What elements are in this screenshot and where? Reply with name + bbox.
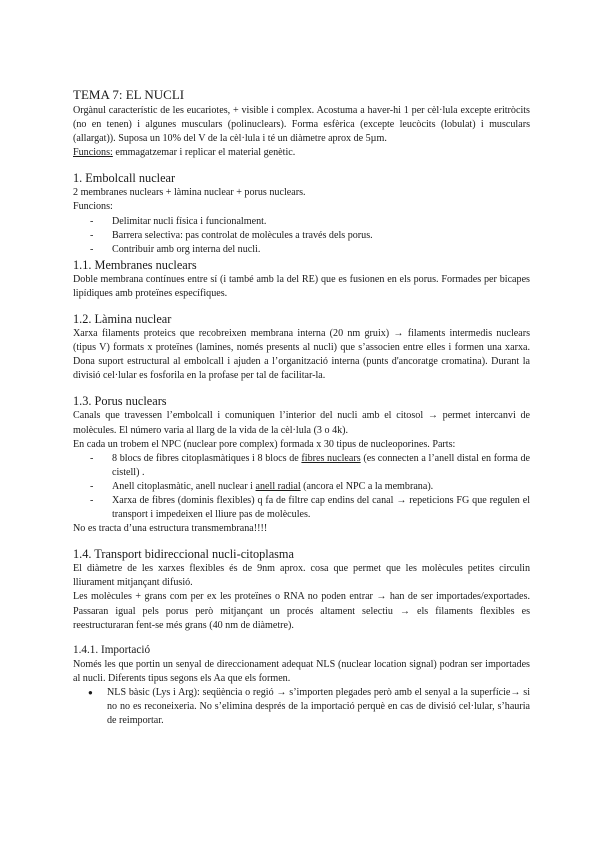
section-1-4-1-heading: 1.4.1. Importació: [73, 643, 151, 656]
section-1-heading: 1. Embolcall nuclear: [73, 171, 176, 186]
list-item: ● NLS bàsic (Lys i Arg): seqüència o regió → s’importen plegades però amb el senyal a la superfície→ si no no es reconeixeria. No s’elimina després de la importació perquè en cas de divisió cel·lular, s’hauria de reimportar.: [88, 686, 530, 728]
funcions-label: Funcions:: [73, 147, 113, 159]
section-1-4-paragraph-1: El diàmetre de les xarxes flexibles és de 9nm aprox. cosa que permet que les molècules petites circulin lliurament mitjançant difusió.: [73, 563, 530, 589]
section-1-3-list: [73, 452, 530, 522]
funcions-text: emmagatzemar i replicar el material genètic.: [112, 147, 296, 159]
section-1-4-1-list: [73, 686, 530, 728]
list-item: - Contribuir amb org interna del nucli.: [90, 243, 530, 257]
intro-text: Orgànul característic de les eucariotes, + visible i complex. Acostuma a haver-hi 1 per cèl·lula excepte eritròcits (no en tenen) i algunes musculars (polinuclears). Forma esfèrica (excepte leucòcits (lobulat) i musculars (allargat)). Suposa un 10% del V de la cèl·lula i té un diàmetre aprox de 5µm.: [73, 105, 530, 145]
section-1-1-heading: 1.1. Membranes nuclears: [73, 257, 197, 272]
list-item: - Barrera selectiva: pas controlat de molècules a través dels porus.: [90, 229, 530, 243]
document-page: [73, 86, 530, 728]
section-1-4-1-text: Només les que portin un senyal de direccionament adequat NLS (nuclear location signal) podran ser importades al nucli. Diferents tipus segons els Aa que els formen.: [73, 658, 530, 684]
item-text: 8 blocs de fibres citoplasmàtiques i 8 blocs de: [112, 452, 302, 464]
section-1-4-heading: 1.4. Transport bidireccional nucli-citoplasma: [73, 547, 294, 562]
list-item: - Xarxa de fibres (dominis flexibles) q fa de filtre cap endins del canal → repeticions FG que regulen el transport i impedeixen el lliure pas de molècules.: [90, 494, 530, 522]
list-item: [90, 452, 530, 480]
item-underlined: fibres nuclears: [301, 452, 361, 464]
intro-paragraph: [73, 104, 530, 146]
item-underlined: anell radial: [255, 480, 301, 492]
section-1-1-text: Doble membrana contínues entre sí (i també amb la del RE) que es fusionen en els porus. Formades per bicapes lipídiques amb proteïnes específiques.: [73, 273, 530, 299]
section-1-4-paragraph-2: Les molècules + grans com per ex les proteïnes o RNA no poden entrar → han de ser importades/exportades. Passaran igual pels porus però mitjançant un procés altament selectiu → els filaments flexibles es reestructuraran fent-se més grans (40 nm de diàmetre).: [73, 591, 530, 631]
item-text: Anell citoplasmàtic, anell nuclear i: [112, 480, 256, 492]
section-1-funcions-label: Funcions:: [73, 201, 113, 213]
section-1-2-text: Xarxa filaments proteics que recobreixen membrana interna (20 nm gruix) → filaments intermedis nuclears (tipus V) formats x proteïnes (lamines, només presents al nucli) que s’associen entre elles i formen una xarxa. Dona suport estructural al embolcall i ajuden a l’organització interna (punts d'ancoratge cromatina). Durant la divisió cel·lular es fosforila en la profase per tal de facilitar-la.: [73, 328, 530, 382]
section-1-3-paragraph-1: Canals que travessen l’embolcall i comuniquen l’interior del nucli amb el citosol → permet intercanvi de molècules. El número varia al llarg de la vida de la cèl·lula (3 o 4k).: [73, 410, 530, 436]
list-item: - Delimitar nucli física i funcionalment.: [90, 215, 530, 229]
section-1-2-heading: 1.2. Làmina nuclear: [73, 312, 172, 327]
section-1-list: [73, 215, 530, 257]
section-1-3-paragraph-2: En cada un trobem el NPC (nuclear pore complex) formada x 30 tipus de nucleoporines. Parts:: [73, 438, 456, 450]
list-item: [90, 480, 530, 494]
section-1-line: 2 membranes nuclears + làmina nuclear + porus nuclears.: [73, 187, 306, 199]
item-text: (ancora el NPC a la membrana).: [300, 480, 434, 492]
section-1-3-note: No es tracta d’una estructura transmembrana!!!!: [73, 523, 268, 535]
section-1-3-heading: 1.3. Porus nuclears: [73, 394, 167, 409]
intro-funcions: [73, 146, 530, 160]
page-title: TEMA 7: EL NUCLI: [73, 87, 185, 102]
item-text: (es connecten a l’anell distal en forma de cistell) .: [112, 452, 530, 478]
